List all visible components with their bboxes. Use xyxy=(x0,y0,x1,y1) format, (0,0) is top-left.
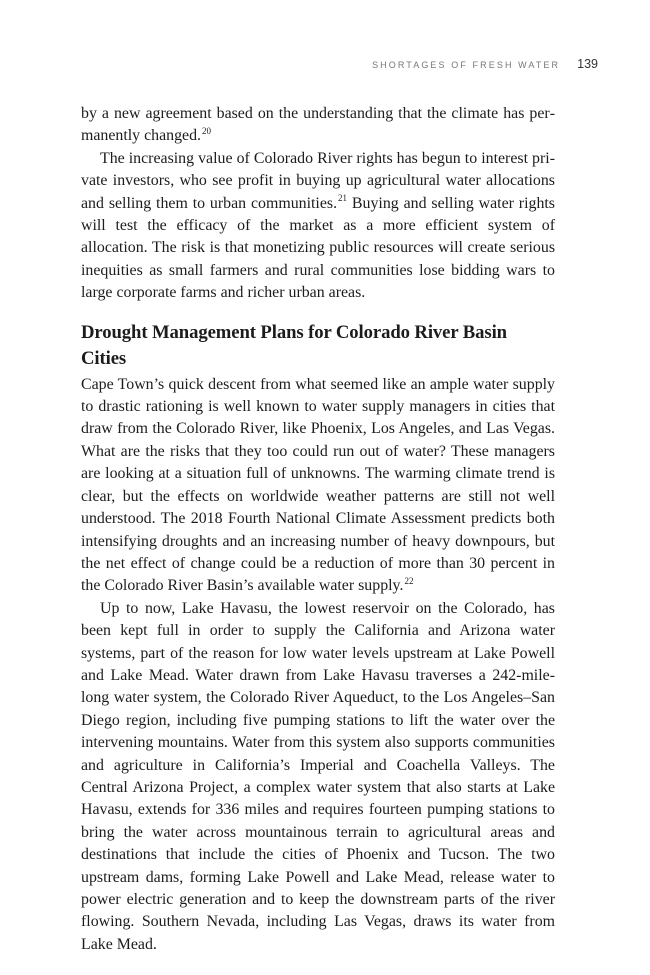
paragraph-continued xyxy=(81,103,555,148)
paragraph-colorado-rights xyxy=(81,148,555,305)
page-number: 139 xyxy=(577,57,598,71)
paragraph-text: Up to now, Lake Havasu, the lowest reservoir on the Colorado, has been kept full in order to supply the California and Arizona water systems, part of the reason for low water levels upstream at Lake Powell and Lake Mead. Water drawn from Lake Havasu traverses a 242-mile-long water system, the Colorado River Aqueduct, to the Los Angeles–San Diego region, including five pumping stations to lift the water over the intervening mountains. Water from this system also supports communities and agriculture in California’s Imperial and Coachella Valleys. The Central Arizona Project, a complex water system that also starts at Lake Havasu, extends for 336 miles and requires fourteen pumping stations to bring the water across mountainous terrain to agricultural areas and destinations that include the cities of Phoenix and Tucson. The two upstream dams, forming Lake Powell and Lake Mead, release water to power electric generation and to keep the downstream parts of the river flowing. Southern Nevada, including Las Vegas, draws its water from Lake Mead. xyxy=(81,599,555,953)
paragraph-text: The increasing value of Colorado River rights has begun to interest private investors, who see profit in buying up agricultural water allocations and selling them to urban communities. xyxy=(81,149,555,212)
paragraph-lake-havasu xyxy=(81,598,555,957)
section-heading: Drought Management Plans for Colorado River Basin Cities xyxy=(81,321,507,369)
footnote-marker: 22 xyxy=(404,576,414,587)
running-head xyxy=(372,57,598,71)
paragraph-text: Cape Town’s quick descent from what seemed like an ample water supply to drastic rationing is well known to water supply managers in cities that draw from the Colorado River, like Phoenix, Los Angeles, and Las Vegas. What are the risks that they too could run out of water? These managers are looking at a situation full of unknowns. The warming climate trend is clear, but the effects on worldwide weather patterns are still not well understood. The 2018 Fourth National Climate Assessment predicts both intensifying droughts and an increasing number of heavy downpours, but the net effect of change could be a reduction of more than 30 percent in the Colorado River Basin’s available water supply. xyxy=(81,375,555,595)
footnote-marker: 21 xyxy=(338,193,348,204)
paragraph-text: by a new agreement based on the understanding that the climate has permanently changed. xyxy=(81,105,555,145)
body-text xyxy=(81,103,555,956)
paragraph-cape-town xyxy=(81,374,555,598)
paragraph-text: Buying and selling water rights will test the efficacy of the market as a more efficient system of allocation. The risk is that monetizing public resources will create serious inequities as small farmers and rural communities lose bidding wars to large corporate farms and richer urban areas. xyxy=(81,194,555,302)
footnote-marker: 20 xyxy=(202,126,212,137)
running-title: SHORTAGES OF FRESH WATER xyxy=(372,60,561,70)
